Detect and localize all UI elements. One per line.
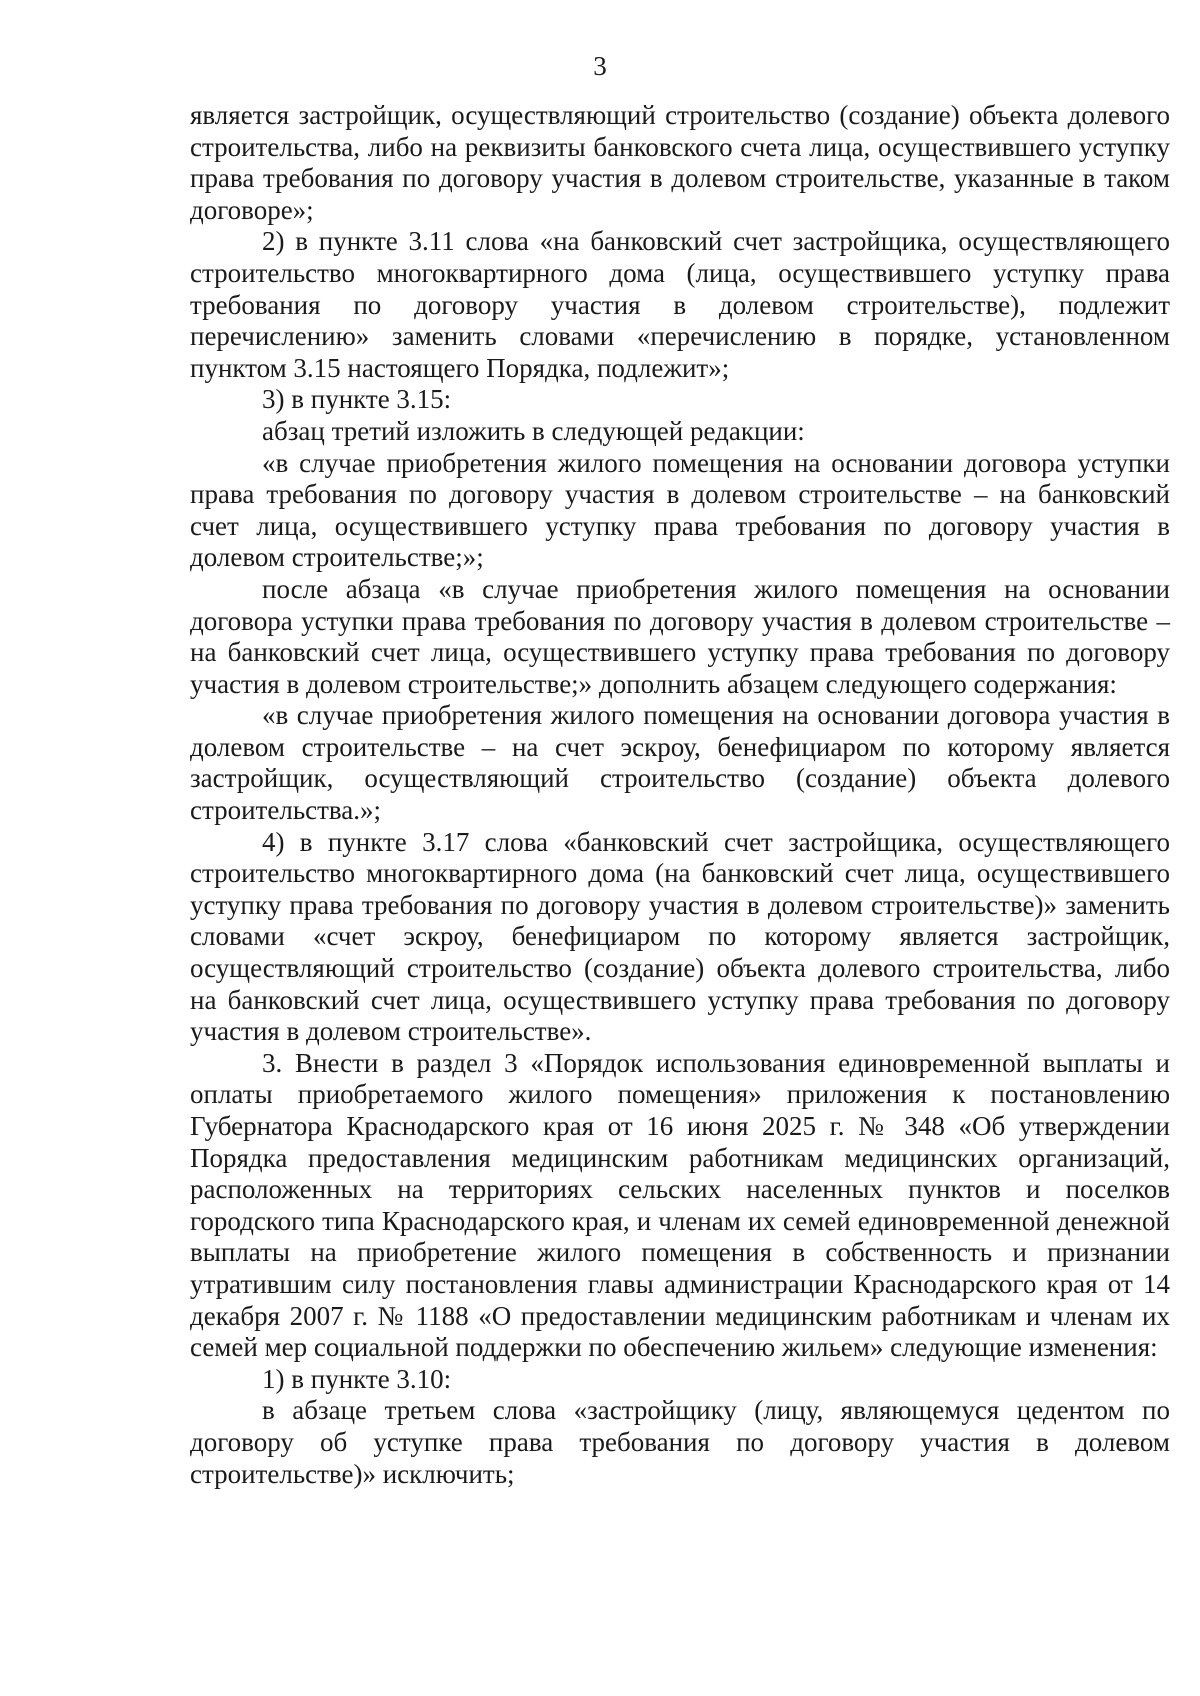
paragraph-item-3-para-2: «в случае приобретения жилого помещения на основании договора уступки права требования по договору участия в долевом строительстве – на банковский счет лица, осуществившего уступку права требования по договору участия в долевом строительстве;»;	[190, 447, 1170, 573]
paragraph-point-3-item-1-para-1: в абзаце третьем слова «застройщику (лицу, являющемуся цедентом по договору об уступке права требования по договору участия в долевом строительстве)» исключить;	[190, 1395, 1170, 1489]
document-body	[190, 100, 1170, 1490]
paragraph-point-3: 3. Внести в раздел 3 «Порядок использования единовременной выплаты и оплаты приобретаемого жилого помещения» приложения к постановлению Губернатора Краснодарского края от 16 июня 2025 г. № 348 «Об утверждении Порядка предоставления медицинским работникам медицинских организаций, расположенных на территориях сельских населенных пунктов и поселков городского типа Краснодарского края, и членам их семей единовременной денежной выплаты на приобретение жилого помещения в собственность и признании утратившим силу постановления главы администрации Краснодарского края от 14 декабря 2007 г. № 1188 «О предоставлении медицинским работникам и членам их семей мер социальной поддержки по обеспечению жильем» следующие изменения:	[190, 1047, 1170, 1363]
paragraph-item-2: 2) в пункте 3.11 слова «на банковский счет застройщика, осуществляющего строительство многоквартирного дома (лица, осуществившего уступку права требования по договору участия в долевом строительстве), подлежит перечислению» заменить словами «перечислению в порядке, установленном пунктом 3.15 настоящего Порядка, подлежит»;	[190, 226, 1170, 383]
page-number: 3	[593, 51, 607, 81]
paragraph-cont-1: является застройщик, осуществляющий строительство (создание) объекта долевого строительства, либо на реквизиты банковского счета лица, осуществившего уступку права требования по договору участия в долевом строительстве, указанные в таком договоре»;	[190, 100, 1170, 225]
paragraph-item-3-para-4: «в случае приобретения жилого помещения на основании договора участия в долевом строительстве – на счет эскроу, бенефициаром по которому является застройщик, осуществляющий строительство (создание) объекта долевого строительства.»;	[190, 700, 1170, 826]
paragraph-point-3-item-1: 1) в пункте 3.10:	[262, 1363, 452, 1394]
paragraph-item-3-para-1: абзац третий изложить в следующей редакции:	[262, 415, 805, 446]
paragraph-item-3: 3) в пункте 3.15:	[262, 384, 452, 415]
paragraph-item-3-para-3: после абзаца «в случае приобретения жилого помещения на основании договора уступки права требования по договору участия в долевом строительстве – на банковский счет лица, осуществившего уступку права требования по договору участия в долевом строительстве;» дополнить абзацем следующего содержания:	[190, 573, 1170, 699]
paragraph-item-4: 4) в пункте 3.17 слова «банковский счет застройщика, осуществляющего строительство многоквартирного дома (на банковский счет лица, осуществившего уступку права требования по договору участия в долевом строительстве)» заменить словами «счет эскроу, бенефициаром по которому является застройщик, осуществляющий строительство (создание) объекта долевого строительства, либо на банковский счет лица, осуществившего уступку права требования по договору участия в долевом строительстве».	[190, 826, 1170, 1047]
